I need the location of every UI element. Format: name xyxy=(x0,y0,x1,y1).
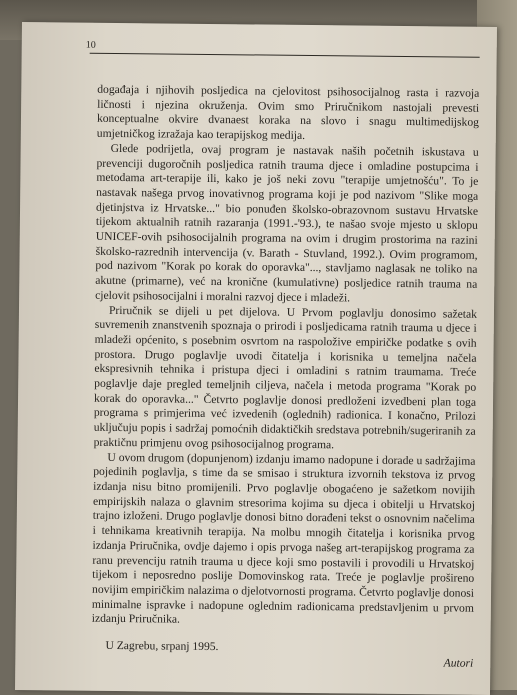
page-number: 10 xyxy=(85,39,96,51)
body-text xyxy=(92,83,480,631)
paragraph-4: U ovom drugom (dopunjenom) izdanju imamo nadopune i dorade u sadržajima pojedinih poglavlja, s time da se smisao i struktura izvornih tekstova iz prvog izdanja nisu bitno promijenili. Prvo poglavlje obogaćeno je sažetkom novijih empirijskih nalaza o glavnim stresorima kojima su djeca i obitelji u Hrvatskoj trajno izloženi. Drugo poglavlje donosi bitno dorađeni tekst o osnovnim načelima i tehnikama kreativnih terapija. Na molbu mnogih čitatelja i korisnika prvog izdanja Priručnika, ovdje dajemo i opis prvoga našeg art-terapijskog programa za ranu prevenciju ratnih trauma u djece koji smo postavili i provodili u Hrvatskoj tijekom i neposredno poslije Domovinskog rata. Treće je poglavlje prošireno novijim empiričkim nalazima o djelotvornosti programa. Četvrto poglavlje donosi minimalne ispravke i nadopune oglednim radionicama predstavljenim u prvom izdanju Priručnika. xyxy=(91,450,476,626)
paragraph-2: Glede podrijetla, ovaj program je nastavak naših početnih iskustava u prevenciji dugoročnih posljedica ratnih trauma djece i omladine postupcima i metodama art-terapije ili, kako je još neki zovu "terapije umjetnošću". To je nastavak našega prvog inovativnog programa koji je pod nazivom "Slike moga djetinjstva iz Hrvatske..." bio ponuđen školsko-obrazovnom sustavu Hrvatske tijekom aktualnih ratnih razaranja (1991.-'93.), te našao svoje mjesto u sklopu UNICEF-ovih psihosocijalnih programa na ovim i drugim prostorima na razini školsko-razrednih intervencija (v. Barath - Stuvland, 1992.). Ovim programom, pod nazivom "Korak po korak do oporavka"..., stavljamo naglasak ne toliko na akutne (primarne), već na kronične (kumulativne) posljedice ratnih trauma na cjelovit psihosocijalni i moralni razvoj djece i mladeži. xyxy=(95,141,479,305)
header-rule xyxy=(90,53,480,58)
place-date: U Zagrebu, srpanj 1995. xyxy=(105,638,219,654)
book-page xyxy=(15,22,497,695)
paragraph-1: događaja i njihovih posljedica na cjelovitost psihosocijalnog rasta i razvoja ličnosti i njezina okruženja. Ovim smo Priručnikom nastojali prevesti konceptualne okvire dvanaest koraka na slovo i snagu multimedijskog umjetničkog izražaja kao terapijskog medija. xyxy=(96,82,480,143)
paragraph-3: Priručnik se dijeli u pet dijelova. U Prvom poglavlju donosimo sažetak suvremenih znanstvenih spoznaja o prirodi i posljedicama ratnih trauma u djece i mladeži općenito, s posebnim osvrtom na raspoložive empiričke podatke s ovih prostora. Drugo poglavlje uvodi čitatelja i korisnika u temeljna načela ekspresivnih tehnika i pristupa djeci i omladini s ratnim traumama. Treće poglavlje daje pregled temeljnih ciljeva, načela i metoda programa "Korak po korak do oporavka..." Četvrto poglavlje donosi predloženi izvedbeni plan toga programa s primjerima već izvedenih (oglednih) radionica. I konačno, Prilozi uključuju popis i sadržaj pomoćnih didaktičkih sredstava potrebnih/sugeriranih za praktičnu primjenu ovog psihosocijalnog programa. xyxy=(93,303,478,452)
signature-row xyxy=(92,638,474,670)
author-signature: Autori xyxy=(443,656,474,670)
